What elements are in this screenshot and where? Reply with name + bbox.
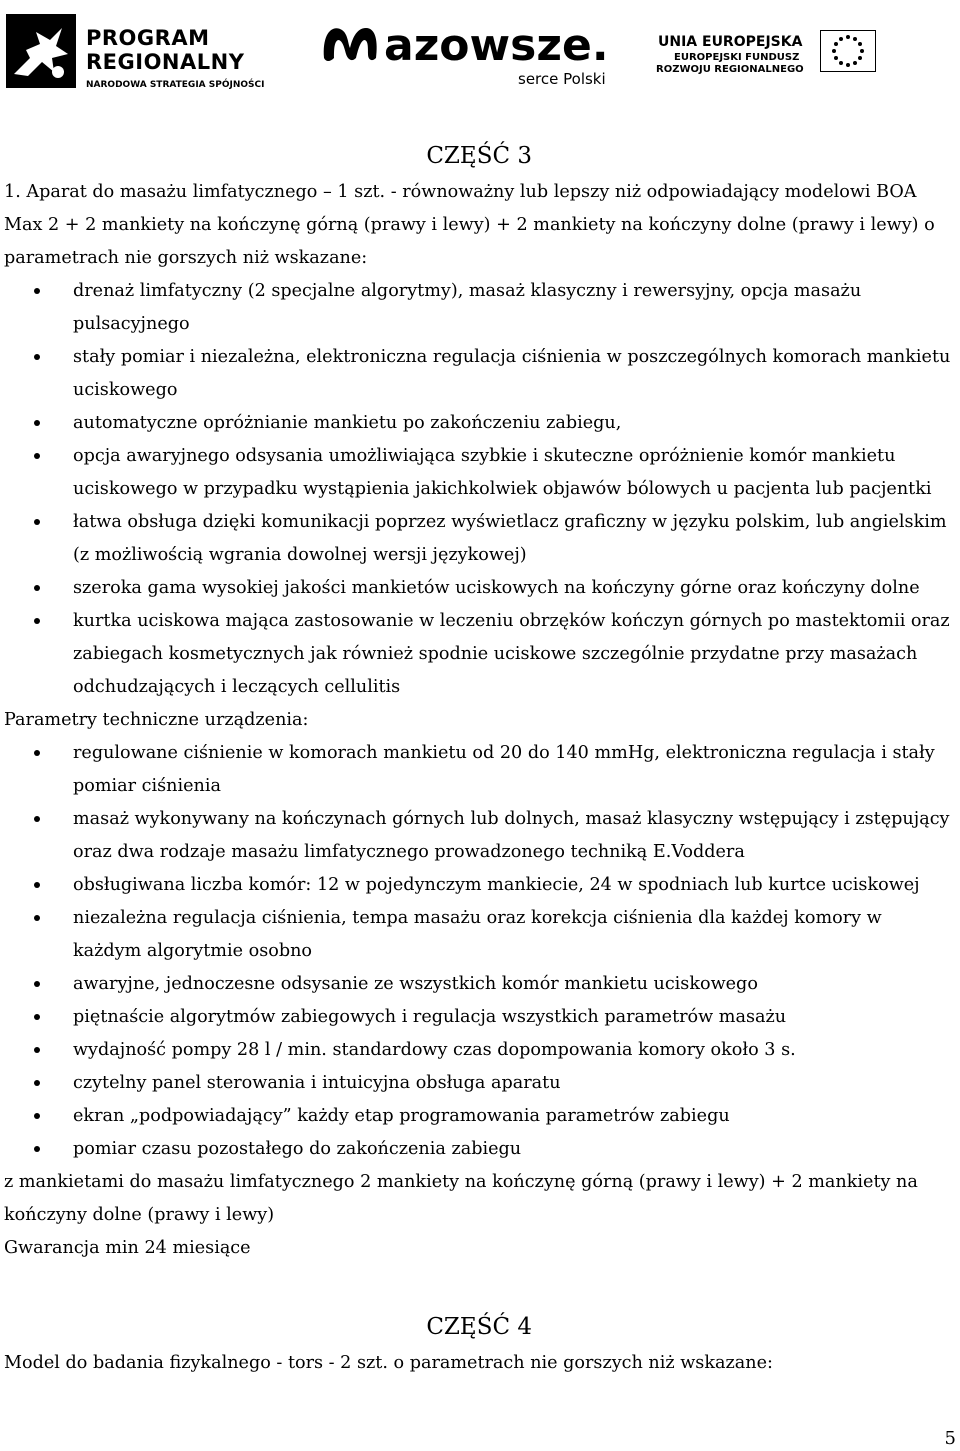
eu-text-line1: UNIA EUROPEJSKA (658, 34, 803, 50)
logo-text-program: PROGRAM (86, 26, 210, 50)
list-item: masaż wykonywany na kończynach górnych lub dolnych, masaż klasyczny wstępujący i zstępujący oraz dwa rodzaje masażu limfatycznego prowadzonego techniką E.Voddera (0, 803, 960, 869)
list-item: kurtka uciskowa mająca zastosowanie w leczeniu obrzęków kończyn górnych po mastektomii oraz zabiegach kosmetycznych jak również spodnie uciskowe szczególnie przydatne przy masażach odchudzających i leczących cellulitis (0, 605, 960, 704)
mazowsze-logo (318, 14, 618, 92)
list-item: stały pomiar i niezależna, elektroniczna regulacja ciśnienia w poszczególnych komorach mankietu uciskowego (0, 341, 960, 407)
list-item: regulowane ciśnienie w komorach mankietu od 20 do 140 mmHg, elektroniczna regulacja i stały pomiar ciśnienia (0, 737, 960, 803)
bullet-icon (34, 750, 40, 756)
list-item: piętnaście algorytmów zabiegowych i regulacja wszystkich parametrów masażu (0, 1001, 960, 1034)
bullet-icon (34, 618, 40, 624)
page-header (0, 0, 960, 96)
list-item: opcja awaryjnego odsysania umożliwiająca szybkie i skuteczne opróżnienie komór mankietu uciskowego w przypadku wystąpienia jakichkolwiek objawów bólowych u pacjenta lub pacjentki (0, 440, 960, 506)
features-list (0, 275, 960, 704)
params-list (0, 737, 960, 1166)
bullet-icon (34, 981, 40, 987)
bullet-icon (34, 882, 40, 888)
document-body (0, 136, 960, 1380)
bullet-icon (34, 1146, 40, 1152)
list-item: awaryjne, jednoczesne odsysanie ze wszystkich komór mankietu uciskowego (0, 968, 960, 1001)
list-item: szeroka gama wysokiej jakości mankietów uciskowych na kończyny górne oraz kończyny dolne (0, 572, 960, 605)
logo-text-regionalny: REGIONALNY (86, 50, 245, 74)
eu-text-line2: EUROPEJSKI FUNDUSZ (674, 52, 800, 63)
bullet-icon (34, 1047, 40, 1053)
svg-text:azowsze.: azowsze. (384, 20, 609, 71)
bullet-icon (34, 453, 40, 459)
bullet-icon (34, 1080, 40, 1086)
bullet-icon (34, 420, 40, 426)
list-item: ekran „podpowiadający” każdy etap programowania parametrów zabiegu (0, 1100, 960, 1133)
bullet-icon (34, 1014, 40, 1020)
bullet-icon (34, 1113, 40, 1119)
mazowsze-wordmark-icon (318, 14, 618, 72)
bullet-icon (34, 816, 40, 822)
list-item: czytelny panel sterowania i intuicyjna obsługa aparatu (0, 1067, 960, 1100)
part4-heading: CZĘŚĆ 4 (426, 1314, 532, 1340)
list-item: obsługiwana liczba komór: 12 w pojedynczym mankiecie, 24 w spodniach lub kurtce uciskowej (0, 869, 960, 902)
logo-text-strategia: NARODOWA STRATEGIA SPÓJNOŚCI (86, 80, 265, 90)
section-spacer (0, 1265, 960, 1307)
list-item: łatwa obsługa dzięki komunikacji poprzez wyświetlacz graficzny w języku polskim, lub angielskim (z możliwością wgrania dowolnej wersji językowej) (0, 506, 960, 572)
list-item: automatyczne opróżnianie mankietu po zakończeniu zabiegu, (0, 407, 960, 440)
bullet-icon (34, 354, 40, 360)
bullet-icon (34, 288, 40, 294)
part3-intro: 1. Aparat do masażu limfatycznego – 1 szt. - równoważny lub lepszy niż odpowiadający modelowi BOA Max 2 + 2 mankiety na kończynę górną (prawy i lewy) + 2 mankiety na kończyny dolne (prawy i lewy) o parametrach nie gorszych niż wskazane: (4, 182, 935, 268)
list-item: niezależna regulacja ciśnienia, tempa masażu oraz korekcja ciśnienia dla każdej komory w każdym algorytmie osobno (0, 902, 960, 968)
bullet-icon (34, 519, 40, 525)
list-item: pomiar czasu pozostałego do zakończenia zabiegu (0, 1133, 960, 1166)
warranty-text: Gwarancja min 24 miesiące (4, 1238, 251, 1258)
eu-flag-icon (820, 30, 876, 72)
eu-logo (648, 30, 898, 86)
params-title: Parametry techniczne urządzenia: (4, 710, 309, 730)
program-regionalny-logo (2, 8, 292, 92)
list-item: wydajność pompy 28 l / min. standardowy czas dopompowania komory około 3 s. (0, 1034, 960, 1067)
page-number: 5 (944, 1428, 956, 1449)
cuffs-text: z mankietami do masażu limfatycznego 2 mankiety na kończynę górną (prawy i lewy) + 2 mankiety na kończyny dolne (prawy i lewy) (4, 1172, 918, 1225)
part4-intro: Model do badania fizykalnego - tors - 2 szt. o parametrach nie gorszych niż wskazane: (4, 1353, 773, 1373)
list-item: drenaż limfatyczny (2 specjalne algorytmy), masaż klasyczny i rewersyjny, opcja masażu pulsacyjnego (0, 275, 960, 341)
program-regionalny-mark-icon (6, 14, 76, 88)
part3-heading: CZĘŚĆ 3 (426, 143, 532, 169)
bullet-icon (34, 585, 40, 591)
bullet-icon (34, 915, 40, 921)
mazowsze-tagline: serce Polski (518, 70, 606, 88)
eu-text-line3: ROZWOJU REGIONALNEGO (656, 64, 804, 75)
